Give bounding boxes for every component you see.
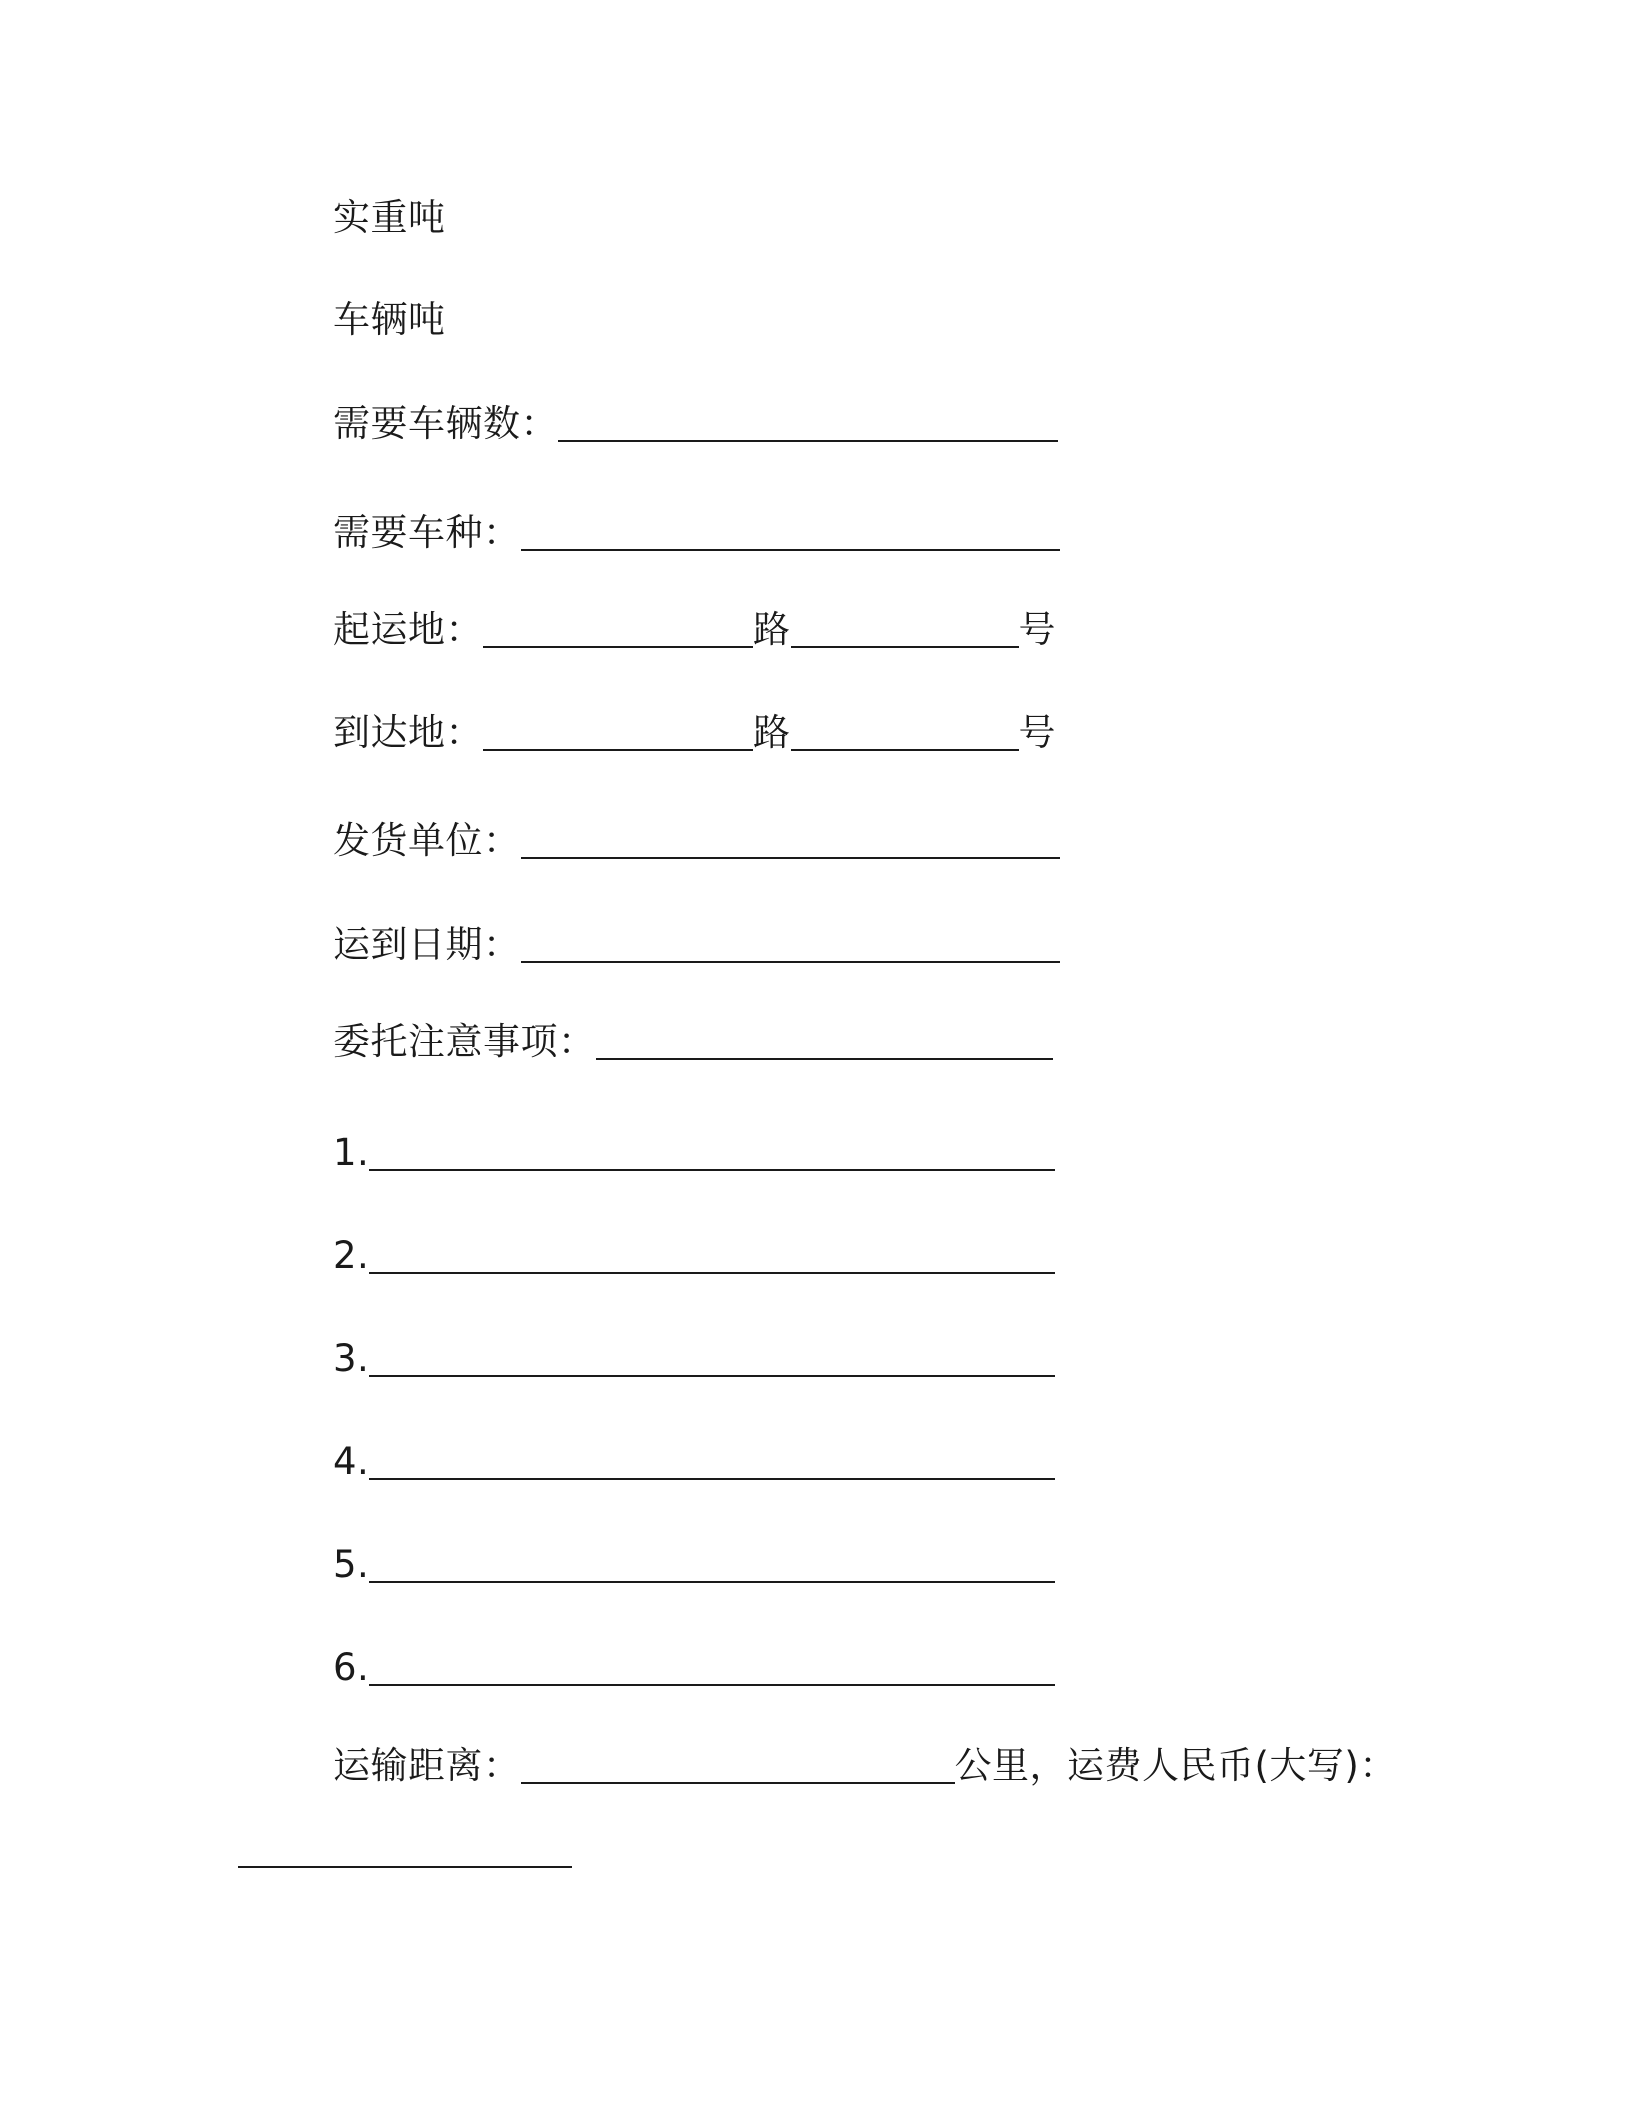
actual-weight-line <box>333 194 446 242</box>
note-item-blank[interactable] <box>369 1238 1055 1274</box>
vehicles-needed-label: 需要车辆数： <box>333 402 558 445</box>
destination-blank-2[interactable] <box>791 715 1019 751</box>
vehicle-tonnage-line <box>333 296 446 344</box>
note-item-number: 5. <box>333 1543 370 1586</box>
note-item-blank[interactable] <box>369 1444 1055 1480</box>
vehicle-type-line <box>333 509 1060 557</box>
note-item-blank[interactable] <box>369 1650 1055 1686</box>
notes-blank[interactable] <box>596 1024 1053 1060</box>
shipper-label: 发货单位： <box>333 819 521 862</box>
arrival-date-label: 运到日期： <box>333 923 521 966</box>
vehicle-type-blank[interactable] <box>521 515 1060 551</box>
origin-line <box>333 606 1056 654</box>
origin-label: 起运地： <box>333 608 483 651</box>
destination-road-label: 路 <box>753 711 791 754</box>
destination-number-label: 号 <box>1018 711 1056 754</box>
origin-road-label: 路 <box>753 608 791 651</box>
arrival-date-blank[interactable] <box>521 927 1060 963</box>
notes-label: 委托注意事项： <box>333 1020 596 1063</box>
note-item-number: 4. <box>333 1440 370 1483</box>
actual-weight-label: 实重吨 <box>333 196 446 239</box>
note-item-3 <box>333 1335 1055 1383</box>
destination-label: 到达地： <box>333 711 483 754</box>
note-item-4 <box>333 1438 1055 1486</box>
destination-line <box>333 709 1056 757</box>
distance-unit-label: 公里，运费人民币(大写)： <box>954 1744 1397 1787</box>
note-item-number: 1. <box>333 1131 370 1174</box>
shipper-blank[interactable] <box>521 823 1060 859</box>
notes-line <box>333 1018 1053 1066</box>
note-item-2 <box>333 1232 1055 1280</box>
note-item-number: 2. <box>333 1234 370 1277</box>
destination-blank-1[interactable] <box>483 715 753 751</box>
note-item-blank[interactable] <box>369 1547 1055 1583</box>
note-item-number: 6. <box>333 1646 370 1689</box>
vehicle-type-label: 需要车种： <box>333 511 521 554</box>
origin-number-label: 号 <box>1018 608 1056 651</box>
note-item-5 <box>333 1541 1055 1589</box>
note-item-blank[interactable] <box>369 1135 1055 1171</box>
distance-label: 运输距离： <box>333 1744 521 1787</box>
distance-line <box>333 1742 1397 1790</box>
shipper-line <box>333 817 1060 865</box>
vehicles-needed-line <box>333 400 1058 448</box>
note-item-number: 3. <box>333 1337 370 1380</box>
origin-blank-2[interactable] <box>791 612 1019 648</box>
distance-blank[interactable] <box>521 1748 955 1784</box>
arrival-date-line <box>333 921 1060 969</box>
note-item-1 <box>333 1129 1055 1177</box>
vehicles-needed-blank[interactable] <box>558 406 1058 442</box>
freight-amount-blank[interactable] <box>238 1864 572 1868</box>
vehicle-tonnage-label: 车辆吨 <box>333 298 446 341</box>
origin-blank-1[interactable] <box>483 612 753 648</box>
note-item-6 <box>333 1644 1055 1692</box>
note-item-blank[interactable] <box>369 1341 1055 1377</box>
